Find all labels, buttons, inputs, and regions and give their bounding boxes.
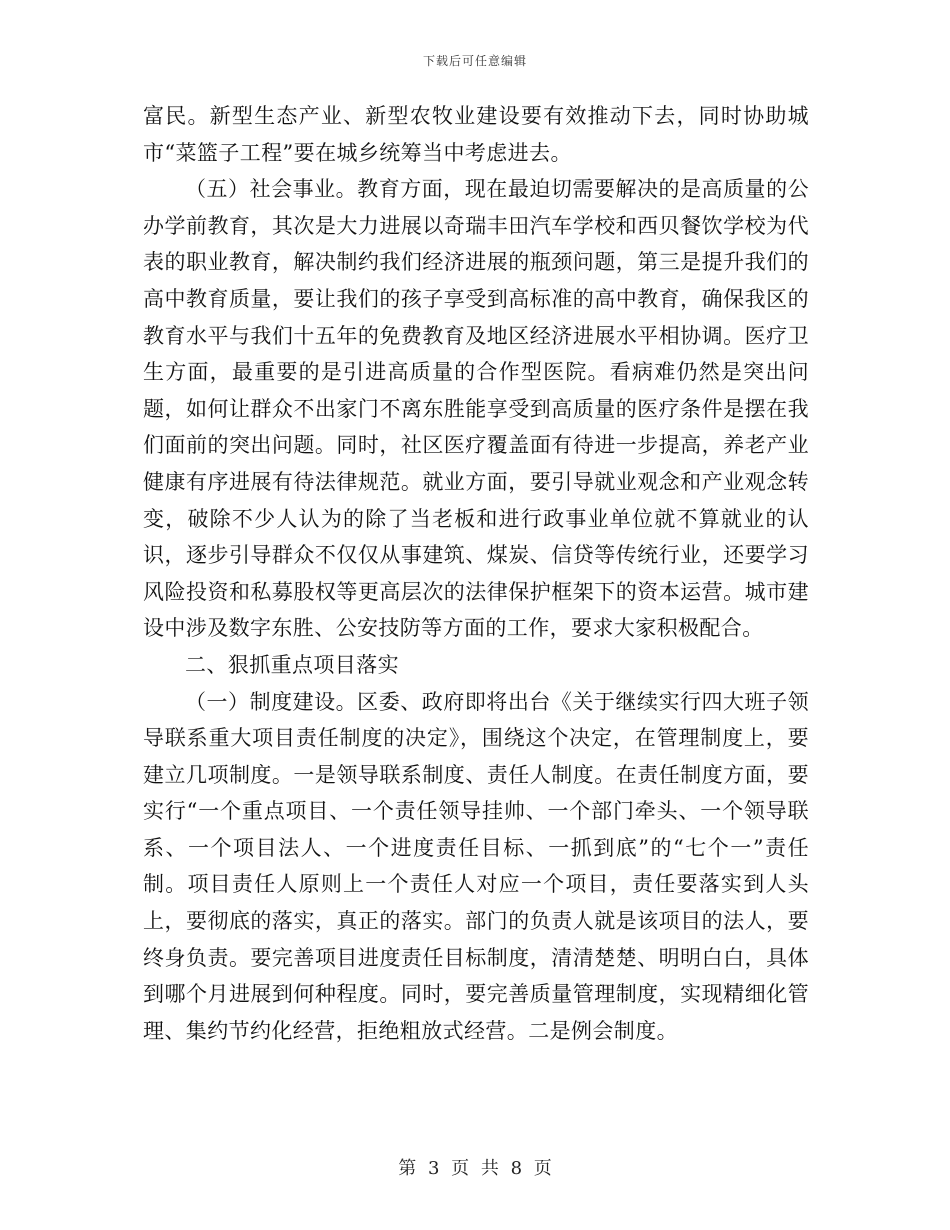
document-body — [143, 98, 809, 1049]
paragraph-continuation: 富民。新型生态产业、新型农牧业建设要有效推动下去，同时协助城市“菜篮子工程”要在城乡统筹当中考虑进去。 — [143, 104, 809, 165]
section-heading-key-projects: 二、狠抓重点项目落实 — [185, 652, 399, 677]
paragraph-social-affairs: （五）社会事业。教育方面，现在最迫切需要解决的是高质量的公办学前教育，其次是大力进展以奇瑞丰田汽车学校和西贝餐饮学校为代表的职业教育，解决制约我们经济进展的瓶颈问题，第三是提升我们的高中教育质量，要让我们的孩子享受到高标准的高中教育，确保我区的教育水平与我们十五年的免费教育及地区经济进展水平相协调。医疗卫生方面，最重要的是引进高质量的合作型医院。看病难仍然是突出问题，如何让群众不出家门不离东胜能享受到高质量的医疗条件是摆在我们面前的突出问题。同时，社区医疗覆盖面有待进一步提高，养老产业健康有序进展有待法律规范。就业方面，要引导就业观念和产业观念转变，破除不少人认为的除了当老板和进行政事业单位就不算就业的认识，逐步引导群众不仅仅从事建筑、煤炭、信贷等传统行业，还要学习风险投资和私募股权等更高层次的法律保护框架下的资本运营。城市建设中涉及数字东胜、公安技防等方面的工作，要求大家积极配合。 — [143, 177, 809, 641]
page-header: 下载后可任意编辑 — [422, 54, 527, 68]
page-number: 第 3 页 共 8 页 — [398, 1158, 552, 1179]
paragraph-system-building: （一）制度建设。区委、政府即将出台《关于继续实行四大班子领导联系重大项目责任制度的决定》，围绕这个决定，在管理制度上，要建立几项制度。一是领导联系制度、责任人制度。在责任制度方面，要实行“一个重点项目、一个责任领导挂帅、一个部门牵头、一个领导联系、一个项目法人、一个进度责任目标、一抓到底”的“七个一”责任制。项目责任人原则上一个责任人对应一个项目，责任要落实到人头上，要彻底的落实，真正的落实。部门的负责人就是该项目的法人，要终身负责。要完善项目进度责任目标制度，清清楚楚、明明白白，具体到哪个月进展到何种程度。同时，要完善质量管理制度，实现精细化管理、集约节约化经营，拒绝粗放式经营。二是例会制度。 — [143, 689, 809, 1043]
